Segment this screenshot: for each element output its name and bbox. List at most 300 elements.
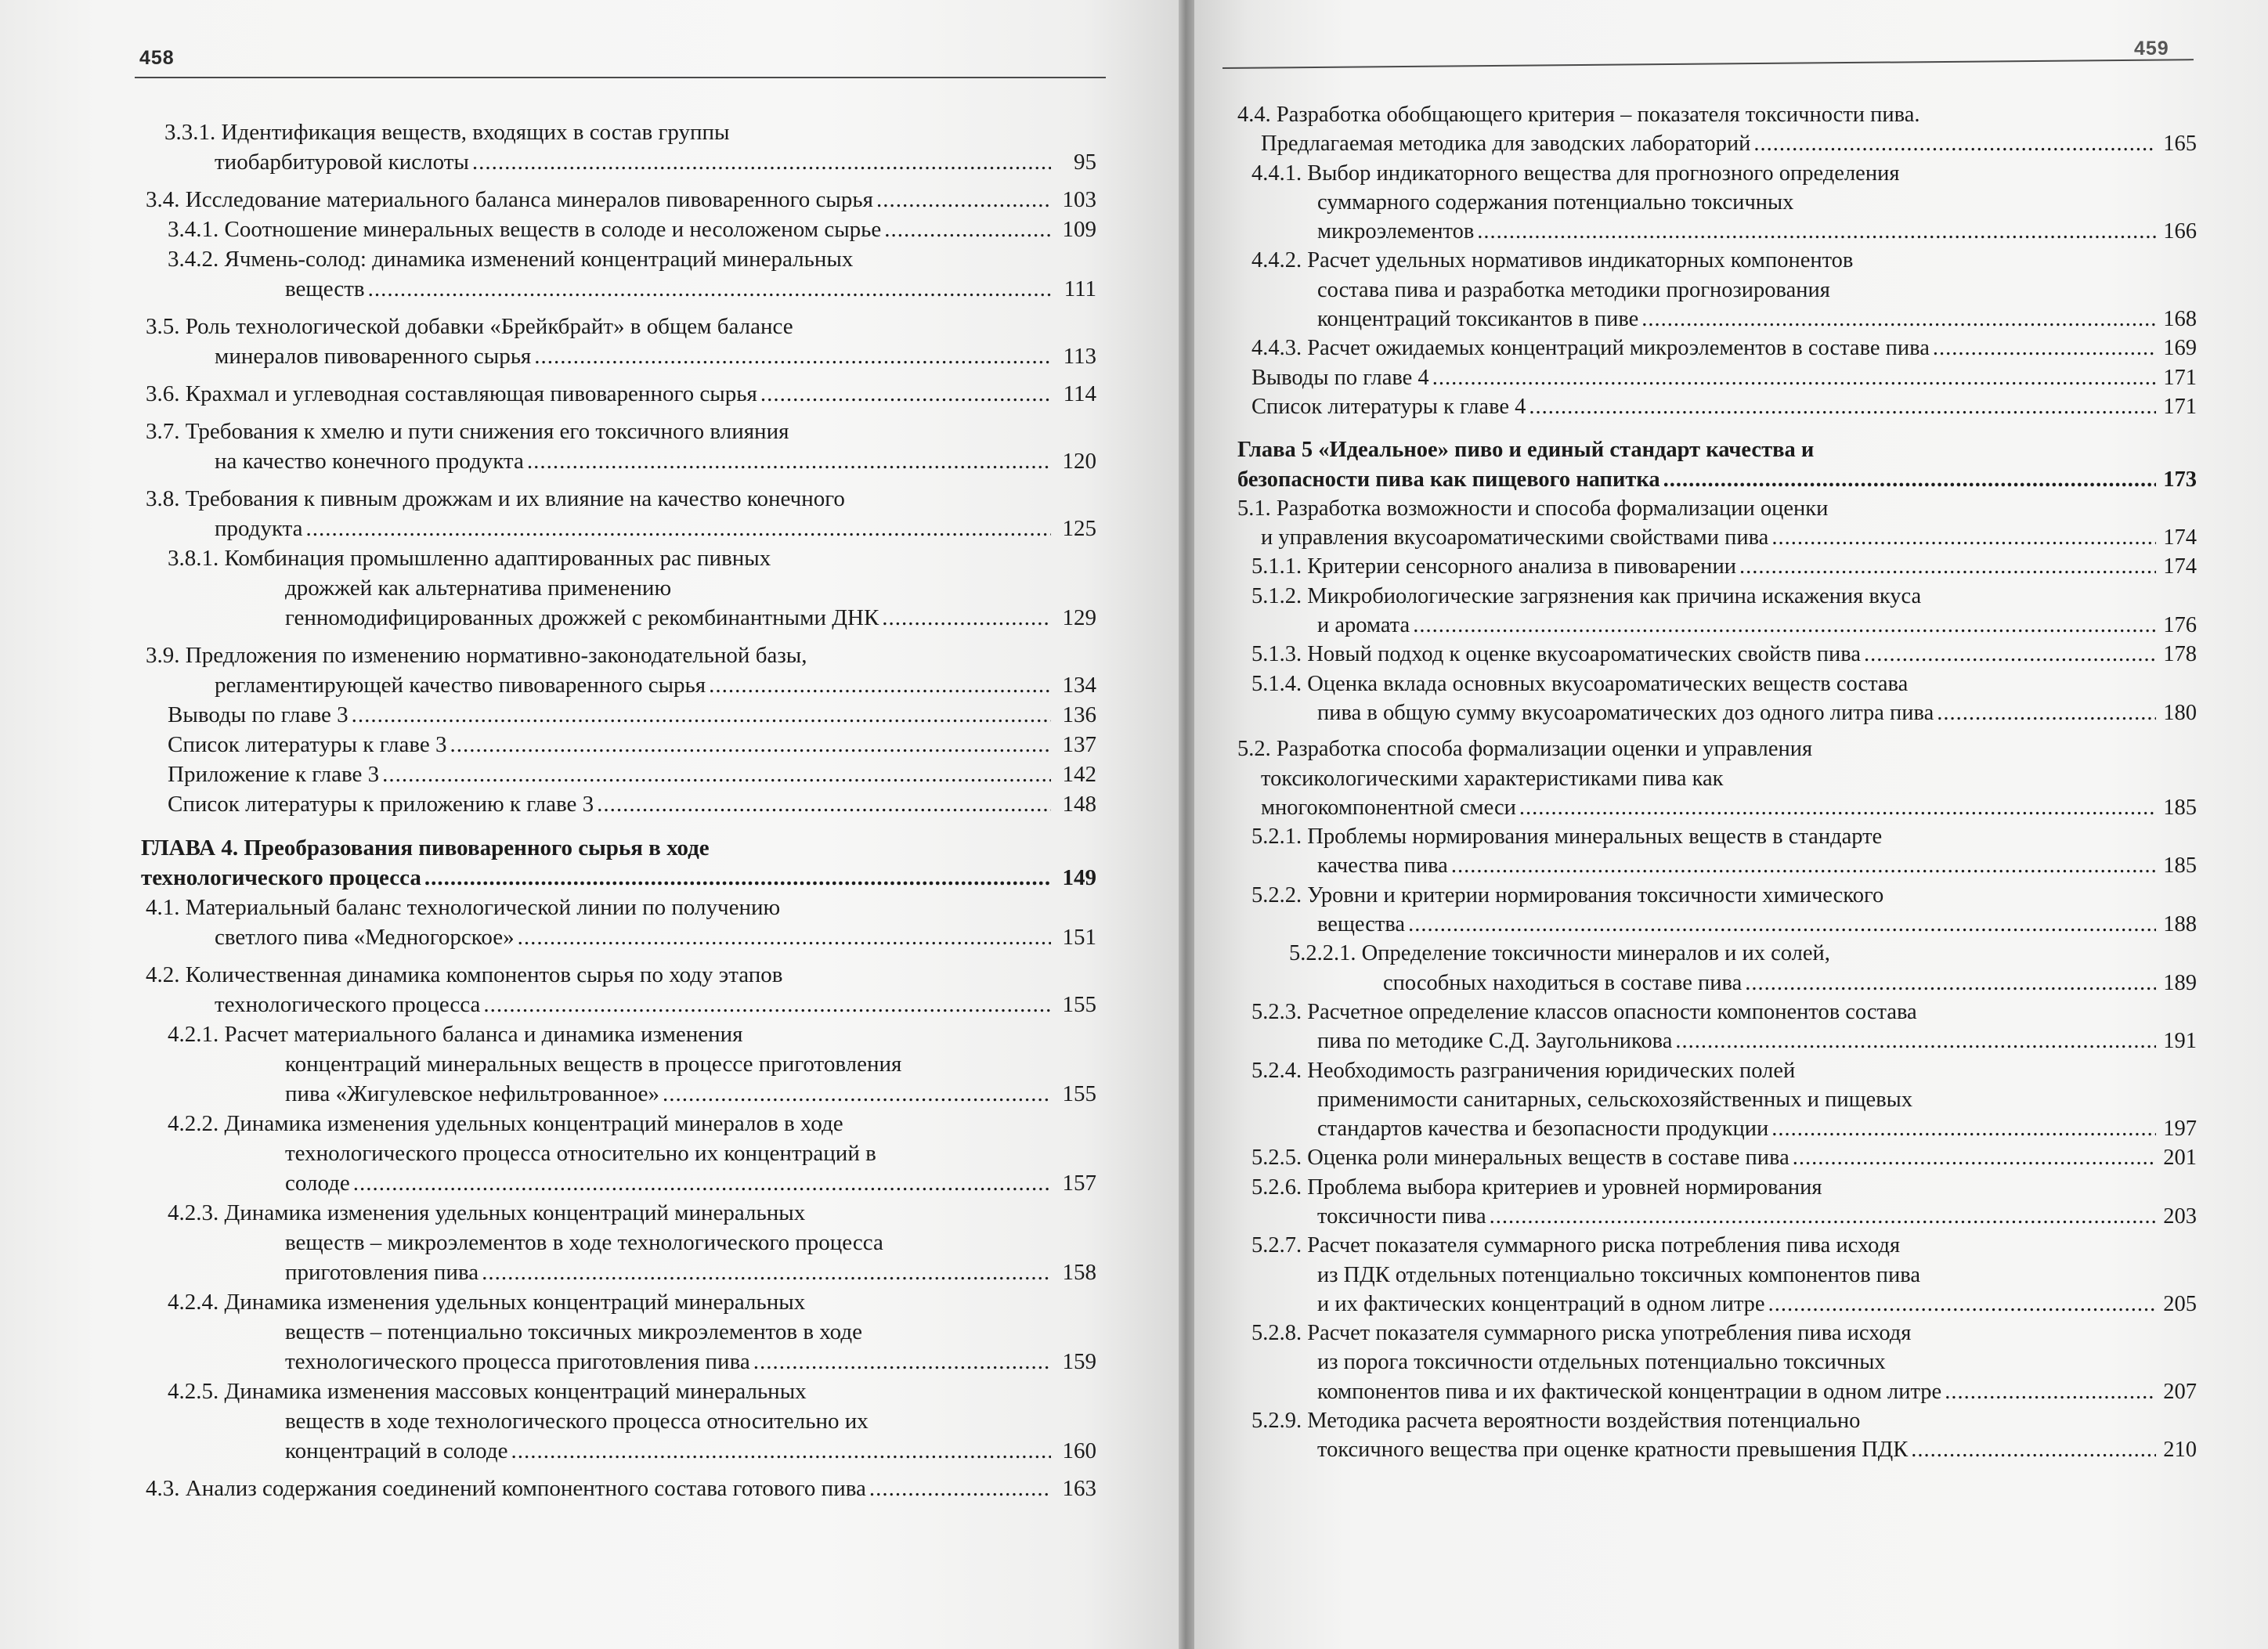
- toc-entry-title: Расчет материального баланса и динамика изменения: [224, 1022, 743, 1047]
- toc-entry-title: суммарного содержания потенциально токсичных: [1317, 189, 1794, 215]
- toc-entry-line: [94, 1474, 1096, 1503]
- toc-entry-title: Расчет ожидаемых концентраций микроэлементов в составе пива: [1307, 336, 1930, 361]
- toc-entry-title: Уровни и критерии нормирования токсичности химического: [1307, 882, 1884, 907]
- dot-leader: [306, 514, 1051, 543]
- toc-entry-title: светлого пива «Медногорское»: [215, 925, 515, 950]
- toc-page-number: 129: [1062, 605, 1096, 630]
- toc-entry: [1237, 100, 2197, 159]
- dot-leader: [1477, 217, 2156, 246]
- dot-leader: [884, 215, 1051, 244]
- toc-entry-title: технологического процесса относительно их концентраций в: [285, 1141, 876, 1166]
- toc-entry-number: 5.2.3.: [1251, 999, 1302, 1024]
- dot-leader: [876, 185, 1051, 215]
- toc-entry-title: Соотношение минеральных веществ в солоде и несоложеном сырье: [224, 217, 882, 242]
- table-of-contents: [1237, 100, 2197, 1465]
- toc-entry-number: 5.1.3.: [1251, 642, 1302, 667]
- dot-leader: [1768, 1290, 2156, 1319]
- toc-entry-title: стандартов качества и безопасности продукции: [1317, 1117, 1769, 1142]
- toc-page-number: 148: [1062, 792, 1096, 817]
- toc-page-number: 158: [1062, 1260, 1096, 1285]
- toc-entry-line: [1237, 1143, 2197, 1172]
- dot-leader: [1937, 698, 2156, 727]
- toc-entry-number: 4.4.2.: [1251, 248, 1302, 273]
- toc-page-number: 205: [2163, 1291, 2197, 1316]
- toc-entry-number: 5.2.2.1.: [1289, 941, 1356, 966]
- dot-leader: [511, 1436, 1051, 1466]
- toc-entry-line: [94, 730, 1096, 760]
- toc-entry: [94, 1287, 1096, 1377]
- toc-entry-line: [1237, 363, 2197, 392]
- toc-entry-title: Динамика изменения удельных концентраций минеральных: [224, 1200, 806, 1225]
- toc-page-number: 189: [2163, 970, 2197, 995]
- dot-leader: [1771, 1114, 2156, 1143]
- dot-leader: [1432, 363, 2156, 392]
- toc-entry-line: [94, 117, 1096, 147]
- dot-leader: [1408, 910, 2156, 939]
- toc-entry-title: Определение токсичности минералов и их солей,: [1361, 941, 1830, 966]
- dot-leader: [1641, 305, 2156, 334]
- toc-entry-title: технологического процесса: [215, 992, 481, 1017]
- toc-entry: [1237, 494, 2197, 553]
- toc-entry-line: [1237, 100, 2197, 129]
- toc-entry-line: [94, 1377, 1096, 1406]
- toc-entry-line: [1237, 1377, 2197, 1406]
- toc-page-number: 157: [1062, 1171, 1096, 1196]
- dot-leader: [353, 1168, 1051, 1198]
- toc-entry-line: [94, 960, 1096, 990]
- toc-entry-line: [1237, 910, 2197, 939]
- toc-entry-line: [94, 1168, 1096, 1198]
- dot-leader: [527, 446, 1051, 476]
- toc-page-number: 171: [2163, 394, 2197, 419]
- toc-page-number: 207: [2163, 1379, 2197, 1404]
- toc-entry-title: вещества: [1317, 912, 1406, 937]
- toc-entry-title: Ячмень-солод: динамика изменений концентраций минеральных: [224, 247, 854, 272]
- toc-entry-line: [94, 379, 1096, 409]
- toc-entry-number: 4.2.: [146, 962, 180, 987]
- toc-entry-line: [1237, 734, 2197, 763]
- toc-entry-title: веществ – микроэлементов в ходе технологического процесса: [285, 1230, 883, 1255]
- toc-entry-number: 3.5.: [146, 314, 180, 339]
- toc-entry-number: 4.1.: [146, 895, 180, 920]
- toc-entry-title: Требования к хмелю и пути снижения его токсичного влияния: [185, 419, 789, 444]
- toc-entry-title: тиобарбитуровой кислоты: [215, 150, 469, 175]
- toc-entry-title: Необходимость разграничения юридических полей: [1307, 1058, 1796, 1083]
- toc-entry: [94, 640, 1096, 700]
- toc-entry-number: 3.8.: [146, 486, 180, 511]
- toc-entry: [1237, 1319, 2197, 1406]
- toc-entry-number: 5.1.1.: [1251, 554, 1302, 579]
- toc-entry-line: [1237, 1261, 2197, 1290]
- toc-page-number: 109: [1062, 217, 1096, 242]
- dot-leader: [1739, 552, 2156, 581]
- toc-entry-number: 3.3.1.: [164, 120, 216, 145]
- toc-entry-title: Выводы по главе 4: [1251, 365, 1429, 390]
- toc-entry-number: 3.4.1.: [168, 217, 219, 242]
- toc-entry: [1237, 1173, 2197, 1232]
- toc-entry-number: 5.2.7.: [1251, 1233, 1302, 1258]
- toc-entry-number: 4.2.3.: [168, 1200, 219, 1225]
- toc-entry-line: [94, 147, 1096, 177]
- toc-entry-title: Материальный баланс технологической линии по получению: [185, 895, 781, 920]
- toc-page-number: 191: [2163, 1029, 2197, 1054]
- toc-entry-line: [94, 640, 1096, 670]
- toc-page-number: 176: [2163, 613, 2197, 638]
- toc-page-number: 151: [1062, 925, 1096, 950]
- toc-entry: [1237, 1056, 2197, 1144]
- toc-entry-title: веществ – потенциально токсичных микроэлементов в ходе: [285, 1319, 862, 1344]
- toc-entry-title: состава пива и разработка методики прогнозирования: [1317, 277, 1830, 302]
- toc-entry-title: Глава 5 «Идеальное» пиво и единый стандарт качества и: [1237, 438, 1815, 463]
- dot-leader: [1753, 129, 2156, 158]
- toc-entry: [1237, 159, 2197, 247]
- toc-page-number: 173: [2163, 467, 2197, 492]
- toc-entry-title: Список литературы к главе 4: [1251, 394, 1526, 419]
- toc-entry-title: и их фактических концентраций в одном литре: [1317, 1291, 1765, 1316]
- toc-entry: [1237, 881, 2197, 940]
- toc-entry-number: 4.2.1.: [168, 1022, 219, 1047]
- toc-page-number: 185: [2163, 795, 2197, 820]
- toc-entry-line: [94, 1109, 1096, 1138]
- toc-entry-title: токсичности пива: [1317, 1203, 1486, 1229]
- toc-page-number: 120: [1062, 449, 1096, 474]
- toc-entry-number: 5.1.4.: [1251, 671, 1302, 696]
- toc-entry-title: Приложение к главе 3: [168, 762, 380, 787]
- toc-entry-line: [94, 1347, 1096, 1377]
- dot-leader: [368, 274, 1051, 304]
- dot-leader: [1519, 793, 2156, 822]
- toc-entry-number: 3.6.: [146, 381, 180, 406]
- toc-entry-line: [1237, 669, 2197, 698]
- toc-entry-number: 5.2.5.: [1251, 1146, 1302, 1171]
- toc-page-number: 210: [2163, 1438, 2197, 1463]
- toc-entry-number: 4.2.4.: [168, 1290, 219, 1315]
- toc-entry-title: пива «Жигулевское нефильтрованное»: [285, 1081, 660, 1106]
- toc-entry-title: генномодифицированных дрожжей с рекомбинантными ДНК: [285, 605, 879, 630]
- toc-entry-title: Микробиологические загрязнения как причина искажения вкуса: [1307, 583, 1922, 608]
- toc-page-number: 168: [2163, 307, 2197, 332]
- dot-leader: [1911, 1435, 2156, 1464]
- toc-entry: [94, 215, 1096, 244]
- header-rule: [135, 77, 1106, 78]
- toc-entry-title: Проблемы нормирования минеральных веществ в стандарте: [1307, 824, 1883, 850]
- dot-leader: [1675, 1027, 2156, 1055]
- toc-entry-number: 4.4.: [1237, 103, 1271, 127]
- toc-entry-title: Разработка возможности и способа формализации оценки: [1276, 496, 1829, 521]
- toc-entry-title: Разработка способа формализации оценки и управления: [1276, 737, 1813, 762]
- toc-entry-number: 4.4.1.: [1251, 161, 1302, 186]
- toc-entry-number: 5.2.8.: [1251, 1321, 1302, 1346]
- dot-leader: [450, 730, 1051, 760]
- header-rule: [1222, 59, 2194, 69]
- toc-entry-title: технологического процесса: [141, 865, 421, 890]
- toc-entry-number: 5.1.: [1237, 496, 1271, 521]
- toc-page-number: 174: [2163, 554, 2197, 579]
- toc-entry-title: многокомпонентной смеси: [1261, 795, 1516, 820]
- toc-entry: [1237, 246, 2197, 334]
- toc-entry-title: Роль технологической добавки «Брейкбрайт» в общем балансе: [185, 314, 793, 339]
- toc-entry-line: [1237, 611, 2197, 640]
- toc-entry-line: [94, 543, 1096, 573]
- toc-entry-line: [1237, 998, 2197, 1027]
- toc-entry-title: Расчет удельных нормативов индикаторных компонентов: [1307, 248, 1854, 273]
- toc-entry-title: веществ: [285, 276, 365, 301]
- dot-leader: [709, 670, 1051, 700]
- toc-page-number: 178: [2163, 642, 2197, 667]
- toc-entry-line: [94, 700, 1096, 730]
- toc-entry-title: Исследование материального баланса минералов пивоваренного сырья: [185, 187, 873, 212]
- toc-entry: [94, 543, 1096, 633]
- toc-entry-line: [1237, 305, 2197, 334]
- toc-entry-title: из порога токсичности отдельных потенциально токсичных: [1317, 1350, 1886, 1375]
- toc-entry: [94, 760, 1096, 789]
- toc-entry-title: и аромата: [1317, 613, 1410, 638]
- toc-entry-title: Список литературы к приложению к главе 3: [168, 792, 594, 817]
- toc-entry: [94, 1377, 1096, 1466]
- toc-entry-title: технологического процесса приготовления пива: [285, 1349, 750, 1374]
- toc-entry-title: концентраций минеральных веществ в процессе приготовления: [285, 1052, 902, 1077]
- toc-entry-line: [94, 341, 1096, 371]
- toc-entry-title: способных находиться в составе пива: [1383, 970, 1743, 995]
- toc-entry-line: [1237, 1114, 2197, 1143]
- toc-entry-line: [1237, 129, 2197, 158]
- dot-leader: [1771, 523, 2156, 552]
- toc-entry: [1237, 334, 2197, 363]
- toc-page-number: 180: [2163, 700, 2197, 725]
- toc-entry-line: [1237, 217, 2197, 246]
- toc-entry: [1237, 998, 2197, 1056]
- toc-entry-title: Крахмал и углеводная составляющая пивоваренного сырья: [185, 381, 757, 406]
- toc-entry: [94, 312, 1096, 371]
- toc-entry-line: [94, 1257, 1096, 1287]
- toc-entry-line: [94, 185, 1096, 215]
- toc-entry-line: [94, 863, 1096, 893]
- toc-entry-title: Предлагаемая методика для заводских лабораторий: [1261, 132, 1751, 157]
- toc-entry-line: [94, 1228, 1096, 1257]
- toc-entry-line: [1237, 1435, 2197, 1464]
- toc-page-number: 95: [1074, 150, 1096, 175]
- toc-entry-title: Идентификация веществ, входящих в состав группы: [221, 120, 730, 145]
- toc-page-number: 165: [2163, 132, 2197, 157]
- dot-leader: [518, 922, 1051, 952]
- toc-entry: [94, 1474, 1096, 1503]
- toc-entry-line: [1237, 881, 2197, 910]
- toc-entry-line: [1237, 1202, 2197, 1231]
- dot-leader: [483, 990, 1051, 1019]
- toc-entry: [94, 117, 1096, 177]
- toc-entry-number: 3.7.: [146, 419, 180, 444]
- toc-entry-line: [94, 789, 1096, 819]
- toc-entry-line: [94, 1079, 1096, 1109]
- toc-entry-line: [1237, 1348, 2197, 1377]
- toc-entry-title: веществ в ходе технологического процесса относительно их: [285, 1409, 869, 1434]
- toc-entry-title: концентраций токсикантов в пиве: [1317, 307, 1639, 332]
- toc-entry-line: [1237, 939, 2197, 968]
- toc-entry-title: пива в общую сумму вкусоароматических доз одного литра пива: [1317, 700, 1934, 725]
- dot-leader: [1451, 851, 2156, 880]
- right-page: [1194, 0, 2268, 1649]
- dot-leader: [1529, 392, 2156, 421]
- toc-entry-line: [94, 446, 1096, 476]
- toc-entry-line: [94, 573, 1096, 603]
- toc-entry-title: Проблема выбора критериев и уровней нормирования: [1307, 1175, 1822, 1200]
- toc-entry-line: [1237, 640, 2197, 669]
- toc-entry: [94, 1019, 1096, 1109]
- toc-entry-line: [94, 312, 1096, 341]
- toc-entry-line: [94, 1406, 1096, 1436]
- toc-entry: [94, 185, 1096, 215]
- toc-entry-line: [94, 1138, 1096, 1168]
- toc-entry-line: [1237, 188, 2197, 217]
- toc-entry-line: [1237, 246, 2197, 275]
- toc-entry: [94, 960, 1096, 1019]
- toc-page-number: 188: [2163, 912, 2197, 937]
- toc-entry-title: Количественная динамика компонентов сырья по ходу этапов: [185, 962, 783, 987]
- toc-page-number: 174: [2163, 525, 2197, 550]
- toc-entry-line: [1237, 582, 2197, 611]
- toc-entry-title: продукта: [215, 516, 303, 541]
- toc-entry-line: [1237, 698, 2197, 727]
- toc-entry-title: ГЛАВА 4. Преобразования пивоваренного сырья в ходе: [141, 835, 710, 861]
- toc-entry-number: 3.9.: [146, 643, 180, 668]
- toc-entry-title: Разработка обобщающего критерия – показателя токсичности пива.: [1276, 103, 1920, 127]
- dot-leader: [1933, 334, 2156, 363]
- toc-page-number: 111: [1064, 276, 1096, 301]
- toc-entry-title: Оценка вклада основных вкусоароматических веществ состава: [1307, 671, 1909, 696]
- toc-entry-line: [94, 274, 1096, 304]
- toc-entry: [1237, 1143, 2197, 1172]
- toc-entry-line: [1237, 1027, 2197, 1055]
- toc-entry-title: Расчетное определение классов опасности компонентов состава: [1307, 999, 1917, 1024]
- toc-entry-number: 5.2.: [1237, 737, 1271, 762]
- toc-entry-title: токсичного вещества при оценке кратности превышения ПДК: [1317, 1438, 1909, 1463]
- dot-leader: [1945, 1377, 2156, 1406]
- toc-entry-number: 5.2.6.: [1251, 1175, 1302, 1200]
- toc-entry-title: Расчет показателя суммарного риска употребления пива исходя: [1307, 1321, 1912, 1346]
- toc-page-number: 103: [1062, 187, 1096, 212]
- toc-entry-number: 4.4.3.: [1251, 336, 1302, 361]
- toc-entry-title: и управления вкусоароматическими свойствами пива: [1261, 525, 1769, 550]
- toc-entry: [1237, 640, 2197, 669]
- toc-entry: [1237, 734, 2197, 822]
- toc-page-number: 114: [1063, 381, 1096, 406]
- toc-entry: [94, 789, 1096, 819]
- dot-leader: [482, 1257, 1051, 1287]
- toc-entry-title: концентраций в солоде: [285, 1438, 508, 1463]
- page-number: 459: [2134, 38, 2169, 60]
- dot-leader: [663, 1079, 1051, 1109]
- toc-entry-line: [1237, 822, 2197, 851]
- dot-leader: [382, 760, 1051, 789]
- toc-page-number: 142: [1062, 762, 1096, 787]
- toc-page-number: 155: [1062, 1081, 1096, 1106]
- toc-entry-title: солоде: [285, 1171, 350, 1196]
- toc-entry-line: [94, 484, 1096, 514]
- dot-leader: [1745, 969, 2156, 998]
- toc-entry-line: [94, 244, 1096, 274]
- dot-leader: [1490, 1202, 2156, 1231]
- toc-entry-line: [94, 922, 1096, 952]
- toc-entry: [94, 244, 1096, 304]
- toc-entry-line: [1237, 851, 2197, 880]
- dot-leader: [1793, 1143, 2156, 1172]
- toc-entry-line: [1237, 392, 2197, 421]
- toc-entry-line: [94, 514, 1096, 543]
- toc-entry-line: [94, 833, 1096, 863]
- toc-chapter-entry: [94, 833, 1096, 893]
- toc-entry-title: на качество конечного продукта: [215, 449, 524, 474]
- toc-page-number: 113: [1063, 344, 1096, 369]
- toc-entry-line: [94, 1317, 1096, 1347]
- toc-entry-line: [1237, 764, 2197, 793]
- toc-entry-title: компонентов пива и их фактической концентрации в одном литре: [1317, 1379, 1942, 1404]
- toc-entry-line: [94, 990, 1096, 1019]
- toc-entry-line: [1237, 494, 2197, 523]
- toc-entry-line: [1237, 793, 2197, 822]
- table-of-contents: [94, 117, 1096, 1503]
- toc-entry-number: 3.8.1.: [168, 546, 219, 571]
- toc-entry-line: [1237, 552, 2197, 581]
- toc-entry-title: Динамика изменения массовых концентраций минеральных: [224, 1379, 807, 1404]
- toc-entry: [94, 484, 1096, 543]
- toc-page-number: 171: [2163, 365, 2197, 390]
- toc-page-number: 137: [1062, 732, 1096, 757]
- toc-entry-title: минералов пивоваренного сырья: [215, 344, 532, 369]
- dot-leader: [760, 379, 1051, 409]
- toc-entry-number: 4.2.2.: [168, 1111, 219, 1136]
- toc-entry-number: 4.2.5.: [168, 1379, 219, 1404]
- toc-page-number: 134: [1062, 673, 1096, 698]
- dot-leader: [424, 863, 1051, 893]
- dot-leader: [534, 341, 1051, 371]
- book-gutter: [1179, 0, 1194, 1649]
- toc-entry: [1237, 582, 2197, 640]
- toc-entry-number: 5.2.9.: [1251, 1409, 1302, 1434]
- toc-entry-title: Методика расчета вероятности воздействия потенциально: [1307, 1409, 1861, 1434]
- dot-leader: [1413, 611, 2156, 640]
- toc-page-number: 149: [1062, 865, 1096, 890]
- toc-entry-number: 5.1.2.: [1251, 583, 1302, 608]
- toc-entry-number: 5.2.4.: [1251, 1058, 1302, 1083]
- toc-entry: [94, 1198, 1096, 1287]
- toc-entry-line: [94, 893, 1096, 922]
- toc-entry-title: из ПДК отдельных потенциально токсичных компонентов пива: [1317, 1262, 1921, 1287]
- toc-entry-line: [94, 1198, 1096, 1228]
- toc-entry: [1237, 552, 2197, 581]
- toc-entry: [94, 730, 1096, 760]
- toc-entry-title: пива по методике С.Д. Заугольникова: [1317, 1029, 1673, 1054]
- toc-entry-line: [1237, 969, 2197, 998]
- toc-entry-title: дрожжей как альтернатива применению: [285, 576, 672, 601]
- toc-entry-title: Выводы по главе 3: [168, 702, 349, 727]
- toc-entry-line: [1237, 465, 2197, 494]
- toc-entry-number: 5.2.2.: [1251, 882, 1302, 907]
- toc-entry-line: [1237, 435, 2197, 464]
- toc-entry-line: [1237, 523, 2197, 552]
- page-number: 458: [139, 47, 175, 69]
- toc-entry: [94, 1109, 1096, 1198]
- toc-entry-line: [94, 603, 1096, 633]
- dot-leader: [753, 1347, 1051, 1377]
- toc-entry-title: регламентирующей качество пивоваренного сырья: [215, 673, 706, 698]
- dot-leader: [352, 700, 1051, 730]
- toc-entry: [1237, 822, 2197, 881]
- toc-entry-line: [1237, 276, 2197, 305]
- toc-entry-line: [1237, 1406, 2197, 1435]
- toc-entry-line: [1237, 1319, 2197, 1348]
- toc-entry-title: Требования к пивным дрожжам и их влияние на качество конечного: [185, 486, 845, 511]
- toc-page-number: 185: [2163, 853, 2197, 879]
